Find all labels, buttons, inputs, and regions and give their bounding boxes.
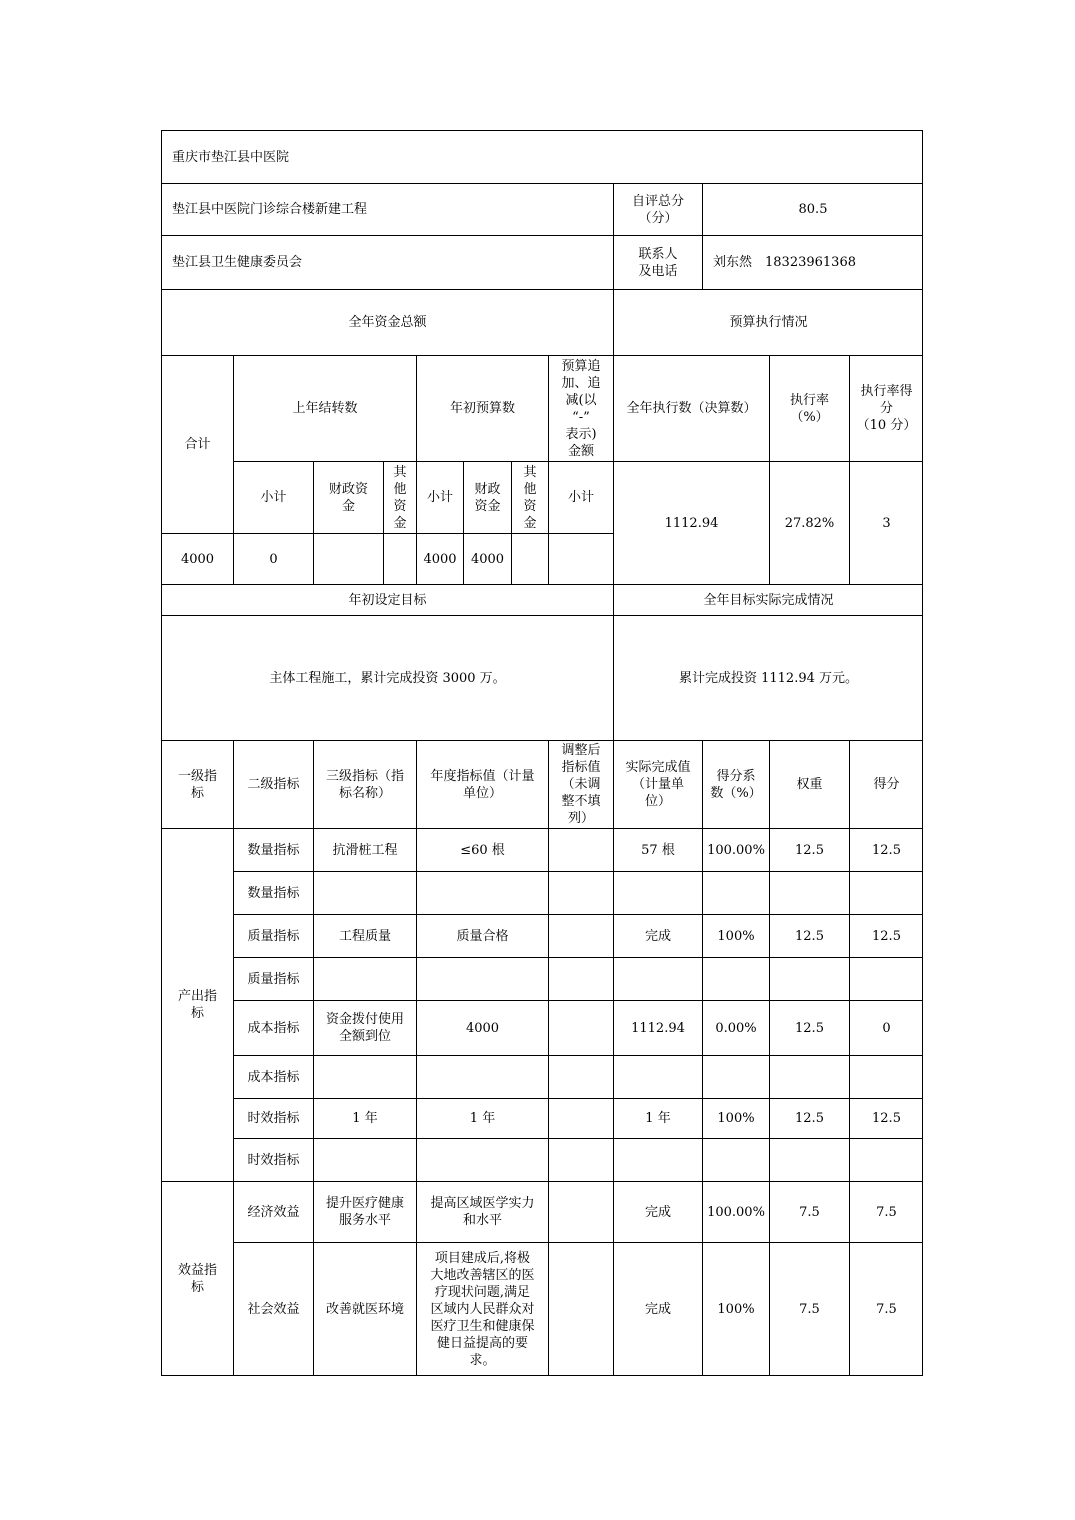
coefficient-header: 得分系 数（%） xyxy=(702,740,769,828)
indicator-cell-l2: 质量指标 xyxy=(233,914,313,957)
indicator-cell-l3 xyxy=(313,871,416,914)
indicator-cell-adjusted xyxy=(548,1098,613,1138)
indicator-cell-actual xyxy=(613,1055,702,1098)
initial-goal-label: 年初设定目标 xyxy=(161,584,613,615)
budget-exec-label: 预算执行情况 xyxy=(613,289,923,355)
project-name: 垫江县中医院门诊综合楼新建工程 xyxy=(161,183,613,235)
indicator-cell-actual: 1112.94 xyxy=(613,1000,702,1055)
indicator-cell-l2: 数量指标 xyxy=(233,828,313,871)
initial-subtotal-label: 小计 xyxy=(416,461,463,533)
indicator-cell-coef: 100.00% xyxy=(702,1181,769,1242)
indicator-cell-annual: 4000 xyxy=(416,1000,548,1055)
initial-budget-label: 年初预算数 xyxy=(416,355,548,461)
indicator-cell-weight: 12.5 xyxy=(769,1000,849,1055)
exec-rate-score-label: 执行率得 分 （10 分） xyxy=(849,355,923,461)
actual-goal-label: 全年目标实际完成情况 xyxy=(613,584,923,615)
indicator-cell-actual xyxy=(613,957,702,1000)
contact-value: 刘东然 18323961368 xyxy=(702,235,923,289)
sum-label: 合计 xyxy=(161,355,233,533)
indicator-cell-actual: 完成 xyxy=(613,1181,702,1242)
indicator-cell-adjusted xyxy=(548,957,613,1000)
adjustment-label: 预算追 加、追 减(以 “-” 表示) 金额 xyxy=(548,355,613,461)
indicator-cell-score xyxy=(849,1138,923,1181)
initial-other-value xyxy=(511,533,548,584)
initial-fiscal-value: 4000 xyxy=(463,533,511,584)
indicator-cell-weight: 12.5 xyxy=(769,828,849,871)
indicator-cell-score: 7.5 xyxy=(849,1181,923,1242)
indicator-cell-annual xyxy=(416,871,548,914)
indicator-cell-weight: 12.5 xyxy=(769,914,849,957)
year-exec-value: 1112.94 xyxy=(613,461,769,584)
level3-header: 三级指标（指 标名称） xyxy=(313,740,416,828)
indicator-cell-annual: 提高区域医学实力 和水平 xyxy=(416,1181,548,1242)
indicator-cell-coef xyxy=(702,1055,769,1098)
indicator-cell-actual: 57 根 xyxy=(613,828,702,871)
contact-label: 联系人 及电话 xyxy=(613,235,702,289)
output-indicator-group: 产出指 标 xyxy=(161,828,233,1181)
indicator-cell-annual xyxy=(416,1055,548,1098)
indicator-cell-adjusted xyxy=(548,914,613,957)
indicator-cell-l3: 抗滑桩工程 xyxy=(313,828,416,871)
indicator-cell-actual: 1 年 xyxy=(613,1098,702,1138)
indicator-cell-adjusted xyxy=(548,828,613,871)
indicator-cell-annual xyxy=(416,1138,548,1181)
performance-evaluation-table xyxy=(161,130,923,1376)
carry-other-label: 其 他 资 金 xyxy=(383,461,416,533)
adjust-subtotal-value xyxy=(548,533,613,584)
indicator-cell-l2: 社会效益 xyxy=(233,1242,313,1376)
total-funds-label: 全年资金总额 xyxy=(161,289,613,355)
indicator-cell-l3: 1 年 xyxy=(313,1098,416,1138)
self-score-label: 自评总分 （分） xyxy=(613,183,702,235)
annual-value-header: 年度指标值（计量 单位） xyxy=(416,740,548,828)
weight-header: 权重 xyxy=(769,740,849,828)
indicator-cell-weight: 12.5 xyxy=(769,1098,849,1138)
indicator-cell-score: 12.5 xyxy=(849,914,923,957)
initial-other-label: 其 他 资 金 xyxy=(511,461,548,533)
indicator-cell-annual: 1 年 xyxy=(416,1098,548,1138)
indicator-cell-coef: 100% xyxy=(702,1242,769,1376)
indicator-cell-adjusted xyxy=(548,1181,613,1242)
actual-value-header: 实际完成值 （计量单 位） xyxy=(613,740,702,828)
exec-rate-label: 执行率 （%） xyxy=(769,355,849,461)
carry-other-value xyxy=(383,533,416,584)
indicator-cell-annual: ≤60 根 xyxy=(416,828,548,871)
indicator-cell-annual xyxy=(416,957,548,1000)
indicator-cell-adjusted xyxy=(548,1138,613,1181)
initial-goal-text: 主体工程施工，累计完成投资 3000 万。 xyxy=(161,615,613,740)
indicator-cell-weight: 7.5 xyxy=(769,1181,849,1242)
unit-name: 重庆市垫江县中医院 xyxy=(161,130,923,183)
indicator-cell-score xyxy=(849,1055,923,1098)
indicator-cell-l2: 成本指标 xyxy=(233,1055,313,1098)
indicator-cell-l2: 经济效益 xyxy=(233,1181,313,1242)
indicator-cell-l3 xyxy=(313,1055,416,1098)
indicator-cell-l3: 资金拨付使用 全额到位 xyxy=(313,1000,416,1055)
indicator-cell-score: 7.5 xyxy=(849,1242,923,1376)
indicator-cell-weight: 7.5 xyxy=(769,1242,849,1376)
carry-fiscal-label: 财政资 金 xyxy=(313,461,383,533)
indicator-cell-coef: 100.00% xyxy=(702,828,769,871)
indicator-cell-score: 12.5 xyxy=(849,828,923,871)
indicator-cell-adjusted xyxy=(548,1000,613,1055)
indicator-cell-annual: 项目建成后,将极 大地改善辖区的医 疗现状问题,满足 区域内人民群众对 医疗卫生和健康保 健日益提高的要 求。 xyxy=(416,1242,548,1376)
indicator-cell-coef: 0.00% xyxy=(702,1000,769,1055)
self-score-value: 80.5 xyxy=(702,183,923,235)
indicator-cell-coef xyxy=(702,1138,769,1181)
indicator-cell-adjusted xyxy=(548,1055,613,1098)
indicator-cell-weight xyxy=(769,1055,849,1098)
indicator-cell-l3: 提升医疗健康 服务水平 xyxy=(313,1181,416,1242)
department-name: 垫江县卫生健康委员会 xyxy=(161,235,613,289)
indicator-cell-adjusted xyxy=(548,1242,613,1376)
carry-subtotal-value: 0 xyxy=(233,533,313,584)
indicator-cell-score xyxy=(849,871,923,914)
indicator-cell-weight xyxy=(769,1138,849,1181)
indicator-cell-score: 12.5 xyxy=(849,1098,923,1138)
total-value: 4000 xyxy=(161,533,233,584)
indicator-cell-actual xyxy=(613,1138,702,1181)
year-exec-label: 全年执行数（决算数） xyxy=(613,355,769,461)
indicator-cell-coef: 100% xyxy=(702,1098,769,1138)
level2-header: 二级指标 xyxy=(233,740,313,828)
indicator-cell-adjusted xyxy=(548,871,613,914)
indicator-cell-weight xyxy=(769,871,849,914)
indicator-cell-actual: 完成 xyxy=(613,914,702,957)
indicator-cell-l2: 时效指标 xyxy=(233,1098,313,1138)
indicator-cell-coef xyxy=(702,871,769,914)
adjust-subtotal-label: 小计 xyxy=(548,461,613,533)
carry-fiscal-value xyxy=(313,533,383,584)
indicator-cell-coef xyxy=(702,957,769,1000)
carry-over-label: 上年结转数 xyxy=(233,355,416,461)
carry-subtotal-label: 小计 xyxy=(233,461,313,533)
indicator-cell-annual: 质量合格 xyxy=(416,914,548,957)
initial-fiscal-label: 财政 资金 xyxy=(463,461,511,533)
exec-rate-value: 27.82% xyxy=(769,461,849,584)
level1-header: 一级指 标 xyxy=(161,740,233,828)
indicator-cell-l2: 质量指标 xyxy=(233,957,313,1000)
initial-subtotal-value: 4000 xyxy=(416,533,463,584)
indicator-cell-l3 xyxy=(313,1138,416,1181)
adjusted-value-header: 调整后 指标值 （未调 整不填 列） xyxy=(548,740,613,828)
score-header: 得分 xyxy=(849,740,923,828)
indicator-cell-score: 0 xyxy=(849,1000,923,1055)
benefit-indicator-group: 效益指 标 xyxy=(161,1181,233,1376)
actual-goal-text: 累计完成投资 1112.94 万元。 xyxy=(613,615,923,740)
indicator-cell-l3: 改善就医环境 xyxy=(313,1242,416,1376)
indicator-cell-coef: 100% xyxy=(702,914,769,957)
indicator-cell-score xyxy=(849,957,923,1000)
exec-rate-score-value: 3 xyxy=(849,461,923,584)
indicator-cell-l2: 数量指标 xyxy=(233,871,313,914)
indicator-cell-l2: 成本指标 xyxy=(233,1000,313,1055)
indicator-cell-actual: 完成 xyxy=(613,1242,702,1376)
indicator-cell-l2: 时效指标 xyxy=(233,1138,313,1181)
indicator-cell-weight xyxy=(769,957,849,1000)
indicator-cell-actual xyxy=(613,871,702,914)
indicator-cell-l3 xyxy=(313,957,416,1000)
indicator-cell-l3: 工程质量 xyxy=(313,914,416,957)
